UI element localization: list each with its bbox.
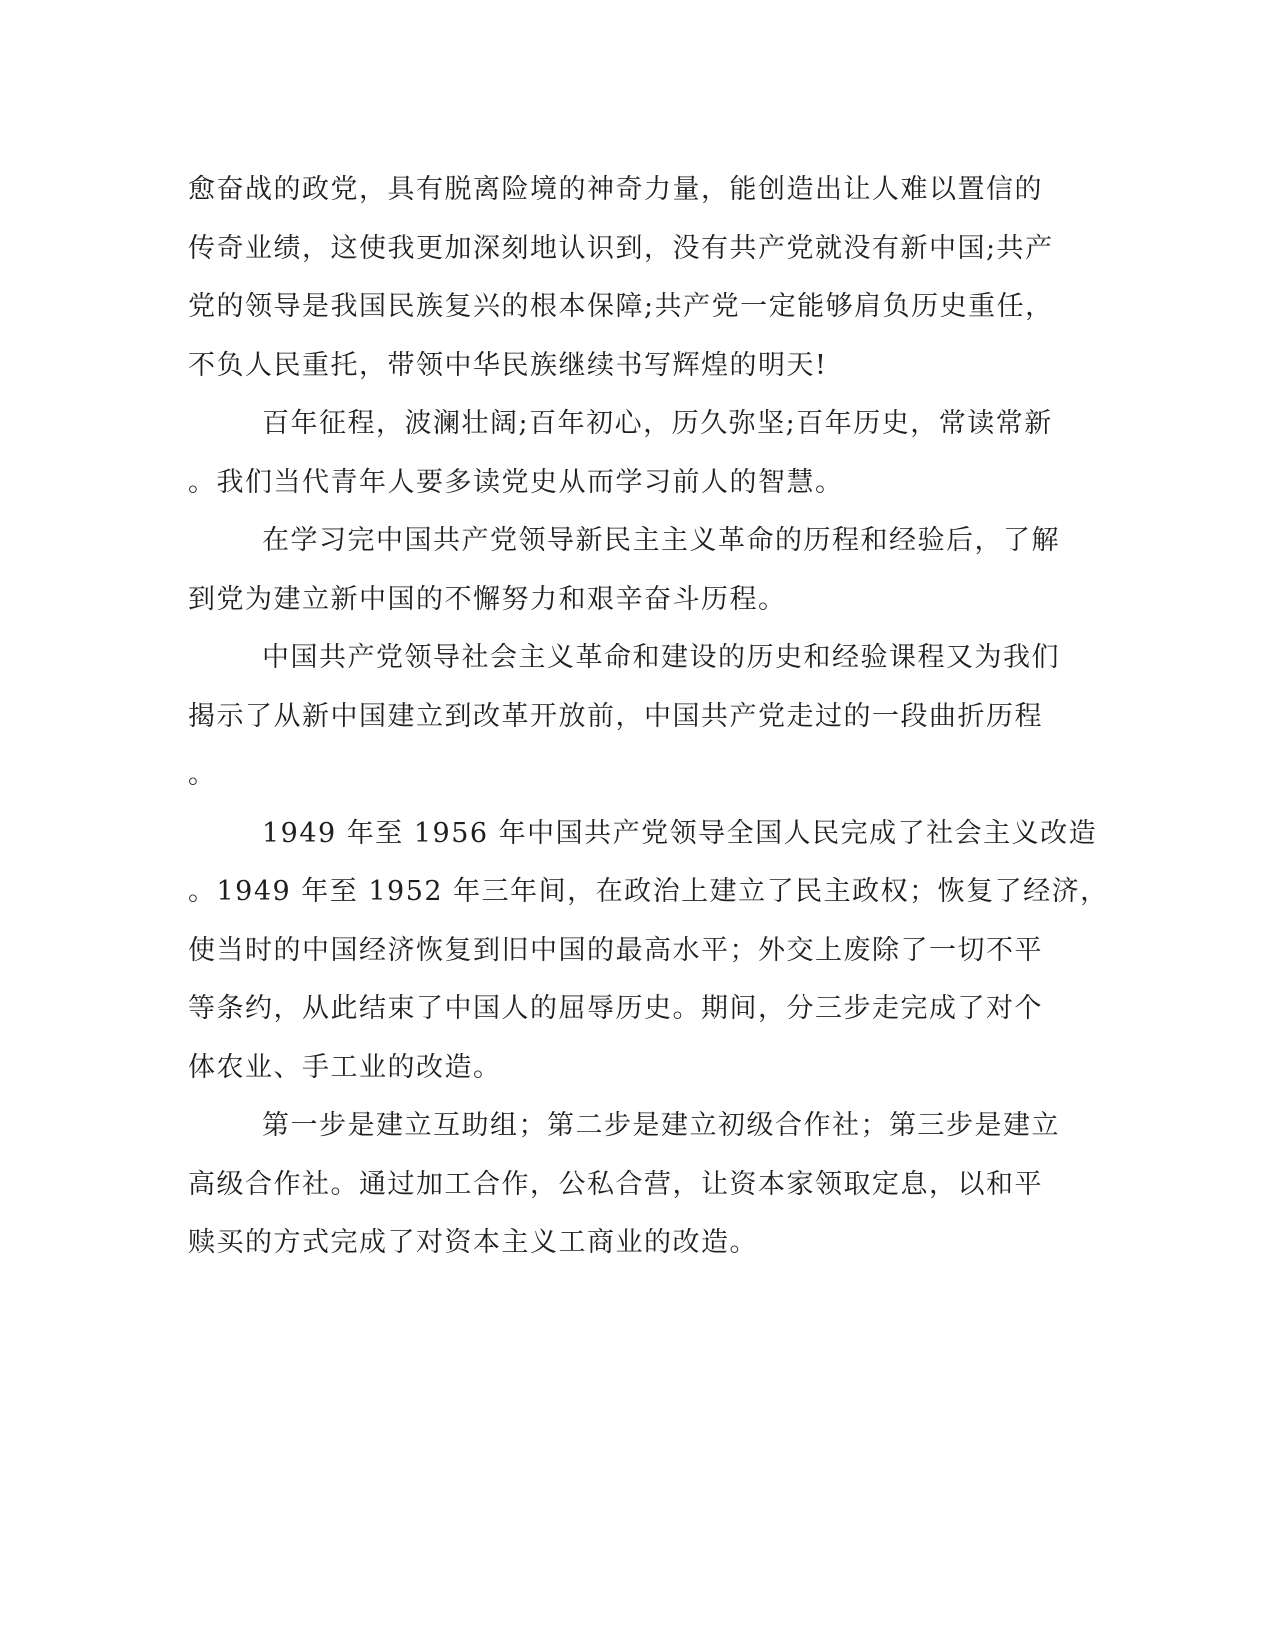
text-line: 中国共产党领导社会主义革命和建设的历史和经验课程又为我们 (262, 642, 1060, 673)
text-line: 1949 年至 1956 年中国共产党领导全国人民完成了社会主义改造 (262, 817, 1098, 849)
text-line: 百年征程，波澜壮阔;百年初心，历久弥坚;百年历史，常读常新 (262, 408, 1053, 439)
text-line: 。我们当代青年人要多读党史从而学习前人的智慧。 (188, 466, 844, 498)
body-text (188, 161, 1109, 1273)
text-line: 到党为建立新中国的不懈努力和艰辛奋斗历程。 (188, 583, 787, 615)
text-line: 在学习完中国共产党领导新民主主义革命的历程和经验后，了解 (262, 525, 1060, 556)
text-line: 传奇业绩，这使我更加深刻地认识到，没有共产党就没有新中国;共产 (188, 232, 1054, 264)
text-line: 不负人民重托，带领中华民族继续书写辉煌的明天! (188, 349, 828, 381)
text-line: 等条约，从此结束了中国人的屈辱历史。期间，分三步走完成了对个 (188, 993, 1043, 1024)
text-line: 揭示了从新中国建立到改革开放前，中国共产党走过的一段曲折历程 (188, 700, 1043, 732)
text-line: 党的领导是我国民族复兴的根本保障;共产党一定能够肩负历史重任， (188, 291, 1054, 322)
text-line: 。 (188, 759, 217, 790)
text-line: 。1949 年至 1952 年三年间，在政治上建立了民主政权；恢复了经济， (188, 876, 1109, 907)
text-line: 赎买的方式完成了对资本主义工商业的改造。 (188, 1227, 758, 1258)
text-line: 高级合作社。通过加工合作，公私合营，让资本家领取定息，以和平 (188, 1168, 1043, 1200)
text-line: 第一步是建立互助组；第二步是建立初级合作社；第三步是建立 (262, 1110, 1060, 1141)
text-line: 愈奋战的政党，具有脱离险境的神奇力量，能创造出让人难以置信的 (188, 174, 1043, 205)
text-line: 体农业、手工业的改造。 (188, 1051, 502, 1083)
text-line: 使当时的中国经济恢复到旧中国的最高水平；外交上废除了一切不平 (188, 934, 1043, 966)
